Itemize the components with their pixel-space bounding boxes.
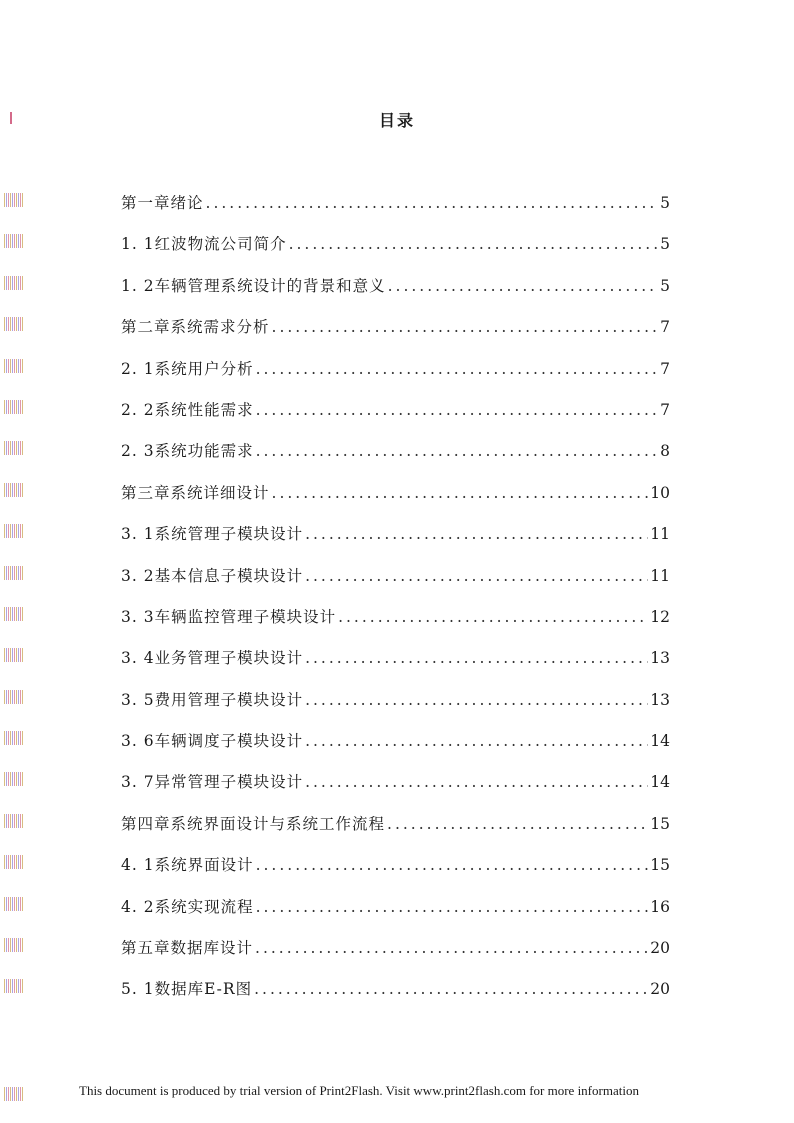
toc-entry-page: 14	[650, 732, 670, 751]
gutter-mark	[4, 234, 24, 248]
toc-entry[interactable]	[0, 307, 794, 348]
toc-entry-page: 20	[650, 980, 670, 999]
dot-leader	[206, 194, 659, 212]
toc-entry-line	[121, 357, 670, 379]
toc-entry-label: 第一章绪论	[121, 194, 204, 212]
gutter-mark	[4, 690, 24, 704]
toc-entry[interactable]	[0, 266, 794, 307]
toc-entry-page: 7	[660, 318, 670, 337]
toc-entry-line	[121, 605, 670, 627]
gutter-mark	[4, 524, 24, 538]
toc-entry-label: 3. 1系统管理子模块设计	[121, 525, 304, 544]
toc-entry-page: 16	[650, 897, 670, 916]
toc-entry-page: 15	[650, 814, 670, 833]
toc-entry-line	[121, 191, 670, 213]
dot-leader	[305, 732, 648, 750]
gutter-mark	[4, 193, 24, 207]
toc-entry-label: 1. 2车辆管理系统设计的背景和意义	[121, 276, 386, 295]
toc-entry-label: 2. 3系统功能需求	[121, 442, 254, 461]
dot-leader	[256, 856, 649, 874]
table-of-contents	[0, 183, 794, 1011]
dot-leader	[388, 277, 659, 295]
toc-entry-page: 13	[650, 649, 670, 668]
dot-leader	[256, 442, 659, 460]
dot-leader	[305, 773, 648, 791]
toc-entry-label: 4. 1系统界面设计	[121, 856, 254, 875]
dot-leader	[272, 318, 659, 336]
toc-entry-page: 11	[650, 525, 670, 544]
gutter-mark	[4, 938, 24, 952]
toc-entry-line	[121, 936, 670, 958]
toc-entry[interactable]	[0, 390, 794, 431]
dot-leader	[256, 898, 649, 916]
trial-watermark-note: This document is produced by trial version of Print2Flash. Visit www.print2flash.com for more information	[79, 1083, 639, 1098]
toc-entry[interactable]	[0, 597, 794, 638]
gutter-mark	[4, 483, 24, 497]
dot-leader	[305, 649, 648, 667]
toc-entry-label: 3. 5费用管理子模块设计	[121, 690, 304, 709]
toc-entry[interactable]	[0, 928, 794, 969]
dot-leader	[289, 235, 659, 253]
toc-entry-page: 14	[650, 773, 670, 792]
dot-leader	[305, 567, 648, 585]
gutter-mark	[4, 276, 24, 290]
toc-entry-line	[121, 688, 670, 710]
toc-entry-line	[121, 729, 670, 751]
dot-leader	[387, 815, 648, 833]
gutter-mark	[4, 607, 24, 621]
gutter-mark	[4, 731, 24, 745]
toc-entry[interactable]	[0, 349, 794, 390]
toc-entry-page: 8	[660, 442, 670, 461]
toc-entry[interactable]	[0, 680, 794, 721]
toc-entry-label: 2. 2系统性能需求	[121, 400, 254, 419]
gutter-mark	[4, 814, 24, 828]
toc-entry-label: 2. 1系统用户分析	[121, 359, 254, 378]
toc-entry-label: 第二章系统需求分析	[121, 318, 270, 337]
toc-entry-line	[121, 770, 670, 792]
toc-entry[interactable]	[0, 556, 794, 597]
gutter-mark	[4, 566, 24, 580]
dot-leader	[256, 360, 659, 378]
toc-entry[interactable]	[0, 845, 794, 886]
toc-entry-line	[121, 315, 670, 337]
dot-leader	[256, 401, 659, 419]
toc-title: 目录	[378, 111, 415, 130]
dot-leader	[254, 980, 648, 998]
gutter-mark	[4, 855, 24, 869]
toc-entry-page: 5	[660, 194, 670, 212]
gutter-mark	[4, 359, 24, 373]
gutter-mark	[4, 1087, 24, 1101]
dot-leader	[272, 484, 649, 502]
dot-leader	[338, 608, 648, 626]
gutter-mark	[4, 772, 24, 786]
toc-entry[interactable]	[0, 721, 794, 762]
toc-entry-line	[121, 274, 670, 296]
toc-entry-label: 第四章系统界面设计与系统工作流程	[121, 814, 386, 833]
toc-entry[interactable]	[0, 514, 794, 555]
toc-entry-label: 3. 6车辆调度子模块设计	[121, 732, 304, 751]
dot-leader	[255, 939, 648, 957]
toc-entry-page: 7	[660, 359, 670, 378]
toc-entry-label: 3. 2基本信息子模块设计	[121, 566, 304, 585]
toc-entry[interactable]	[0, 431, 794, 472]
dot-leader	[305, 525, 648, 543]
toc-entry[interactable]	[0, 969, 794, 1010]
toc-entry-line	[121, 439, 670, 461]
gutter-mark	[4, 979, 24, 993]
toc-entry-page: 10	[650, 483, 670, 502]
toc-entry[interactable]	[0, 183, 794, 224]
toc-entry-page: 12	[650, 607, 670, 626]
toc-entry-label: 第五章数据库设计	[121, 939, 254, 958]
toc-entry-label: 3. 7异常管理子模块设计	[121, 773, 304, 792]
toc-entry-line	[121, 895, 670, 917]
toc-entry-page: 20	[650, 939, 670, 958]
toc-entry-line	[121, 646, 670, 668]
toc-entry-line	[121, 232, 670, 254]
toc-entry-line	[121, 564, 670, 586]
toc-entry-page: 5	[660, 235, 670, 254]
toc-entry-line	[121, 853, 670, 875]
toc-entry-line	[121, 481, 670, 503]
toc-entry-line	[121, 398, 670, 420]
toc-entry-line	[121, 812, 670, 834]
toc-entry-label: 第三章系统详细设计	[121, 483, 270, 502]
gutter-mark	[4, 441, 24, 455]
toc-entry-label: 4. 2系统实现流程	[121, 897, 254, 916]
toc-entry[interactable]	[0, 762, 794, 803]
gutter-mark	[4, 897, 24, 911]
toc-entry-page: 11	[650, 566, 670, 585]
toc-entry[interactable]	[0, 473, 794, 514]
toc-entry-label: 3. 4业务管理子模块设计	[121, 649, 304, 668]
gutter-mark	[4, 648, 24, 662]
dot-leader	[305, 691, 648, 709]
toc-entry-line	[121, 977, 670, 999]
toc-entry-line	[121, 522, 670, 544]
toc-entry-label: 1. 1红波物流公司简介	[121, 235, 287, 254]
toc-entry[interactable]	[0, 887, 794, 928]
toc-entry-label: 3. 3车辆监控管理子模块设计	[121, 607, 337, 626]
gutter-mark	[4, 400, 24, 414]
toc-entry-page: 13	[650, 690, 670, 709]
toc-entry-label: 5. 1数据库E-R图	[121, 980, 253, 999]
toc-entry-page: 7	[660, 400, 670, 419]
toc-entry[interactable]	[0, 638, 794, 679]
toc-entry-page: 15	[650, 856, 670, 875]
gutter-mark	[4, 317, 24, 331]
toc-entry[interactable]	[0, 804, 794, 845]
toc-entry[interactable]	[0, 224, 794, 265]
toc-entry-page: 5	[660, 276, 670, 295]
